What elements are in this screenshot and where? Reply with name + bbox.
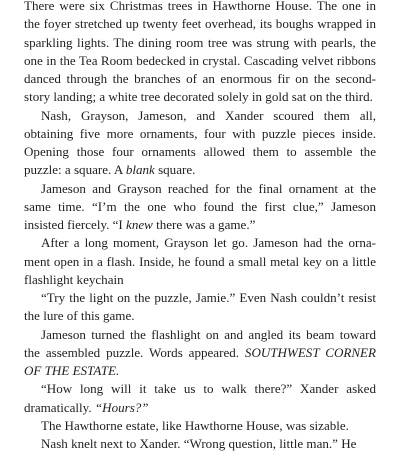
paragraph (24, 417, 376, 435)
paragraph (24, 0, 376, 107)
text-run: After a long moment, Grayson let go. Jameson had the ornament open in a flash. Inside, he found a small metal key on a little flashlight keychain (24, 235, 376, 287)
text-run: The Hawthorne estate, like Hawthorne House, was sizable. (41, 417, 349, 433)
paragraph (24, 289, 376, 326)
text-run: There were six Christmas trees in Hawthorne House. The one in the foyer stretched up twenty feet overhead, its boughs wrapped in sparkling lights. The dining room tree was strung with pearls, the one in the Tea Room bedecked in crystal. Cascading velvet ribbons danced through the branches of an enormous fir on the second-story landing; a white tree decorated solely in gold sat on the third. (24, 0, 376, 105)
paragraph (24, 326, 376, 381)
italic-text-run: blank (125, 162, 155, 178)
text-run: “How long will it take us to walk there?” Xander asked dramatically. (24, 381, 376, 415)
paragraph (24, 435, 376, 453)
text-run: “Try the light on the puzzle, Jamie.” Even Nash couldn’t resist the lure of this game. (24, 290, 376, 324)
paragraph (24, 380, 376, 417)
text-run: Jameson and Grayson reached for the final ornament at the same time. “I’m the one who found the first clue,” Jameson insisted fiercely. “I (24, 180, 376, 232)
italic-text-run: SOUTHWEST CORNER OF THE ESTATE. (24, 344, 376, 378)
page-text (24, 0, 376, 453)
text-run: Nash, Grayson, Jameson, and Xander scoured them all, obtaining five more ornaments, four with puzzle pieces inside. Opening those four ornaments allowed them to assemble the puzzle: a square. A (24, 107, 376, 178)
text-run: Jameson turned the flashlight on and angled its beam toward the assembled puzzle. Words appeared. (24, 326, 376, 360)
paragraph (24, 107, 376, 180)
italic-text-run: “Hours?” (94, 399, 149, 415)
text-run: Nash knelt next to Xander. “Wrong question, little man.” He (41, 436, 357, 451)
italic-text-run: knew (126, 217, 153, 232)
paragraph (24, 234, 376, 289)
text-run: square. (154, 162, 196, 178)
paragraph (24, 180, 376, 235)
text-run: there was a game.” (152, 217, 256, 232)
